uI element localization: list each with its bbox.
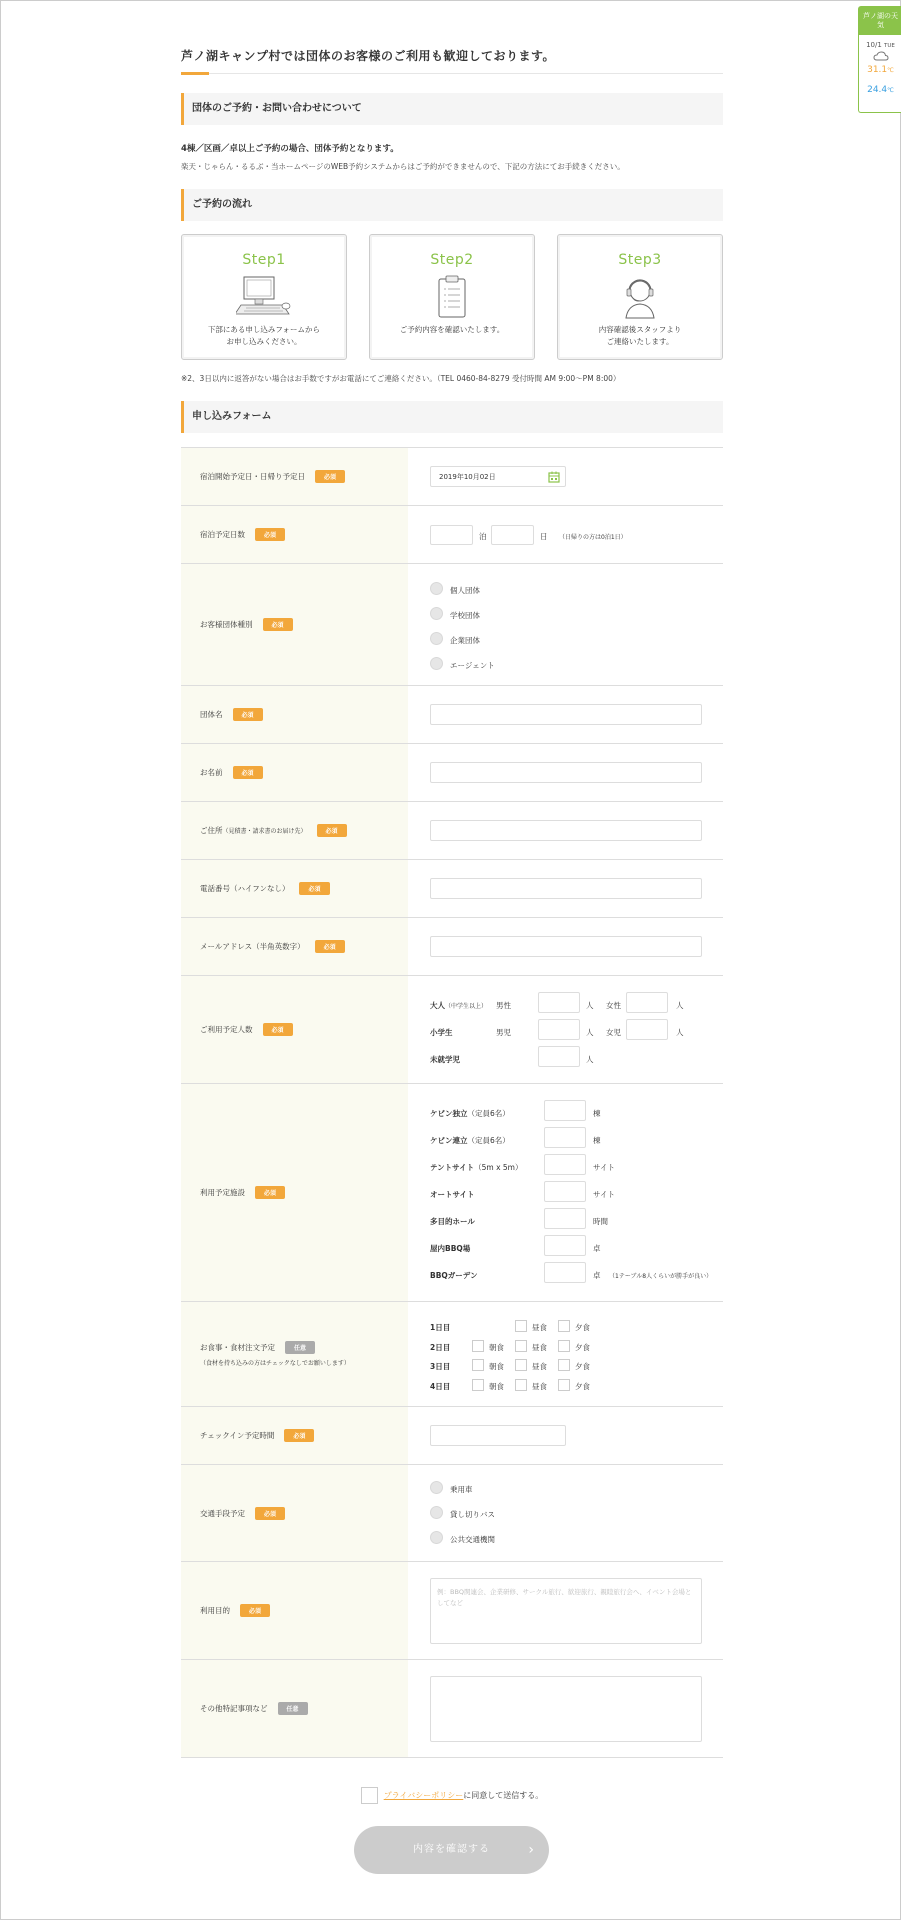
row-checkin-date bbox=[181, 448, 723, 506]
label-text: お食事・食材注文予定 bbox=[200, 1343, 275, 1352]
phone-input[interactable] bbox=[430, 878, 702, 899]
row-address bbox=[181, 802, 723, 860]
field-label bbox=[181, 744, 408, 801]
field-value bbox=[408, 976, 723, 1083]
people-infant-label: 未就学児 bbox=[430, 1055, 460, 1064]
field-label bbox=[181, 686, 408, 743]
label-sub: （見積書・請求書のお届け先） bbox=[222, 828, 307, 835]
field-value bbox=[408, 1407, 723, 1464]
radio-label: 個人団体 bbox=[450, 586, 480, 595]
step-text-line: 下部にある申し込みフォームから bbox=[207, 325, 321, 334]
required-badge: 必須 bbox=[255, 1507, 285, 1520]
label-text: ご住所 bbox=[200, 826, 223, 835]
required-badge: 必須 bbox=[284, 1429, 314, 1442]
facility-name: 多目的ホール bbox=[430, 1217, 475, 1226]
label-text: メールアドレス（半角英数字） bbox=[200, 942, 305, 951]
day2-dinner-checkbox[interactable] bbox=[558, 1340, 570, 1352]
label-text: 交通手段予定 bbox=[200, 1508, 245, 1518]
radio-company[interactable] bbox=[430, 632, 443, 645]
radio-charter-bus[interactable] bbox=[430, 1506, 443, 1519]
weather-date bbox=[859, 41, 901, 49]
unit-label: 人 bbox=[676, 1001, 684, 1010]
day2-lunch-checkbox[interactable] bbox=[515, 1340, 527, 1352]
field-value bbox=[408, 860, 723, 917]
day2-breakfast-checkbox[interactable] bbox=[472, 1340, 484, 1352]
required-badge: 必須 bbox=[299, 882, 329, 895]
row-facilities bbox=[181, 1084, 723, 1302]
unit-label: 人 bbox=[676, 1028, 684, 1037]
date-value: 2019年10月02日 bbox=[439, 473, 496, 481]
row-checkin-time bbox=[181, 1407, 723, 1465]
section-flow: ご予約の流れ bbox=[181, 189, 723, 221]
optional-badge: 任意 bbox=[285, 1341, 315, 1354]
step-text bbox=[558, 324, 722, 348]
section-inquiry: 団体のご予約・お問い合わせについて bbox=[181, 93, 723, 125]
step-text bbox=[370, 324, 534, 336]
lead-bold: 4棟／区画／卓以上ご予約の場合、団体予約となります。 bbox=[181, 144, 399, 154]
facility-sub: （定員6名） bbox=[467, 1109, 510, 1118]
field-value bbox=[408, 686, 723, 743]
unit-label: 人 bbox=[586, 1055, 594, 1064]
facility-input[interactable] bbox=[544, 1235, 586, 1256]
radio-individual[interactable] bbox=[430, 582, 443, 595]
privacy-agree bbox=[181, 1787, 723, 1804]
address-input[interactable] bbox=[430, 820, 702, 841]
facility-name bbox=[430, 1108, 510, 1119]
other-textarea[interactable] bbox=[430, 1676, 702, 1742]
boy-label: 男児 bbox=[496, 1028, 511, 1037]
field-label bbox=[181, 1660, 408, 1757]
row-name bbox=[181, 744, 723, 802]
required-badge: 必須 bbox=[240, 1604, 270, 1617]
weather-title: 芦ノ湖の天気 bbox=[859, 7, 901, 35]
field-value bbox=[408, 1562, 723, 1659]
privacy-checkbox[interactable] bbox=[361, 1787, 378, 1804]
row-nights bbox=[181, 506, 723, 564]
label-text: ご利用予定人数 bbox=[200, 1025, 253, 1034]
people-adult-sub: （中学生以上） bbox=[445, 1003, 488, 1010]
row-transport bbox=[181, 1465, 723, 1562]
step-title: Step2 bbox=[430, 252, 474, 268]
nights-input[interactable] bbox=[430, 525, 473, 545]
female-label: 女性 bbox=[606, 1001, 621, 1010]
email-input[interactable] bbox=[430, 936, 702, 957]
unit-label: 日 bbox=[540, 532, 548, 541]
field-label bbox=[181, 918, 408, 975]
meal-label: 夕食 bbox=[575, 1382, 590, 1391]
field-label bbox=[181, 860, 408, 917]
meal-label: 昼食 bbox=[532, 1362, 547, 1371]
weather-unit: ℃ bbox=[887, 67, 894, 74]
weather-high-value: 31.1 bbox=[867, 65, 888, 75]
field-value bbox=[408, 1660, 723, 1757]
radio-label: 乗用車 bbox=[450, 1485, 473, 1494]
days-input[interactable] bbox=[491, 525, 534, 545]
people-adult-label bbox=[430, 1000, 487, 1011]
lead-text: 楽天・じゃらん・るるぶ・当ホームページのWEB予約システムからはご予約ができませんので、下記の方法にてお手続きください。 bbox=[181, 162, 625, 171]
meal-label: 朝食 bbox=[489, 1343, 504, 1352]
radio-label: 学校団体 bbox=[450, 611, 480, 620]
field-label bbox=[181, 1407, 408, 1464]
meal-label: 夕食 bbox=[575, 1323, 590, 1332]
row-meals bbox=[181, 1302, 723, 1407]
row-email bbox=[181, 918, 723, 976]
step-text-line: 内容確認後スタッフより bbox=[598, 325, 682, 334]
section-form: 申し込みフォーム bbox=[181, 401, 723, 433]
bbq-hint: （1テーブル8人くらいが勝手が良い） bbox=[609, 1273, 713, 1280]
step-1 bbox=[181, 234, 347, 360]
weather-high bbox=[859, 65, 901, 75]
step-title: Step3 bbox=[618, 252, 662, 268]
group-name-input[interactable] bbox=[430, 704, 702, 725]
day-label: 3日目 bbox=[430, 1362, 451, 1371]
day1-lunch-checkbox[interactable] bbox=[515, 1320, 527, 1332]
field-value bbox=[408, 802, 723, 859]
facility-name bbox=[430, 1135, 510, 1146]
day-label: 1日目 bbox=[430, 1323, 451, 1332]
girl-label: 女児 bbox=[606, 1028, 621, 1037]
unit-label: サイト bbox=[593, 1190, 615, 1199]
steps bbox=[181, 234, 723, 360]
adult-male-input[interactable] bbox=[538, 992, 580, 1013]
label-text: お名前 bbox=[200, 768, 223, 777]
operator-icon bbox=[620, 274, 660, 320]
required-badge: 必須 bbox=[255, 528, 285, 541]
field-label bbox=[181, 448, 408, 505]
meal-label: 昼食 bbox=[532, 1343, 547, 1352]
field-value bbox=[408, 448, 723, 505]
required-badge: 必須 bbox=[233, 708, 263, 721]
page-title: 芦ノ湖キャンプ村では団体のお客様のご利用も歓迎しております。 bbox=[181, 47, 723, 74]
weather-dow: TUE bbox=[884, 43, 895, 49]
field-value bbox=[408, 564, 723, 685]
required-badge: 必須 bbox=[233, 766, 263, 779]
checkin-date-input[interactable] bbox=[430, 466, 566, 487]
label-text: チェックイン予定時間 bbox=[200, 1431, 275, 1440]
label-text: お客様団体種別 bbox=[200, 620, 253, 629]
unit-label: 卓 bbox=[593, 1244, 601, 1253]
unit-label: 棟 bbox=[593, 1136, 601, 1145]
unit-label: 卓 bbox=[593, 1271, 601, 1280]
row-phone bbox=[181, 860, 723, 918]
name-input[interactable] bbox=[430, 762, 702, 783]
contact-note: ※2、3日以内に返答がない場合はお手数ですがお電話にてご連絡ください。（TEL 0460-84-8279 受付時間 AM 9:00〜PM 8:00） bbox=[181, 374, 621, 383]
weather-low-value: 24.4 bbox=[867, 85, 888, 95]
meals-sub: （食材を持ち込みの方はチェックなしでお願いします） bbox=[200, 1360, 350, 1367]
computer-icon bbox=[236, 274, 292, 320]
calendar-icon[interactable] bbox=[548, 471, 560, 483]
child-boy-input[interactable] bbox=[538, 1019, 580, 1040]
child-girl-input[interactable] bbox=[626, 1019, 668, 1040]
label-text: 電話番号（ハイフンなし） bbox=[200, 884, 290, 893]
facility-input[interactable] bbox=[544, 1154, 586, 1175]
facility-name-text: ケビン連立 bbox=[430, 1136, 468, 1145]
weather-low bbox=[859, 85, 901, 95]
step-3 bbox=[557, 234, 723, 360]
required-badge: 必須 bbox=[263, 618, 293, 631]
required-badge: 必須 bbox=[263, 1023, 293, 1036]
field-label bbox=[181, 1084, 408, 1301]
field-value bbox=[408, 506, 723, 563]
radio-public-transport[interactable] bbox=[430, 1531, 443, 1544]
nights-hint: （日帰りの方は0泊1日） bbox=[559, 534, 627, 541]
step-title: Step1 bbox=[242, 252, 286, 268]
row-group-name bbox=[181, 686, 723, 744]
step-text-line: お申し込みください。 bbox=[226, 337, 302, 346]
required-badge: 必須 bbox=[317, 824, 347, 837]
unit-label: サイト bbox=[593, 1163, 615, 1172]
field-value bbox=[408, 1465, 723, 1561]
facility-name bbox=[430, 1162, 522, 1173]
label-text: 団体名 bbox=[200, 710, 223, 719]
agree-text: に同意して送信する。 bbox=[463, 1791, 544, 1800]
day-label: 4日目 bbox=[430, 1382, 451, 1391]
optional-badge: 任意 bbox=[278, 1702, 308, 1715]
field-label bbox=[181, 506, 408, 563]
facility-name: 屋内BBQ場 bbox=[430, 1244, 471, 1253]
radio-car[interactable] bbox=[430, 1481, 443, 1494]
meal-label: 昼食 bbox=[532, 1323, 547, 1332]
adult-female-input[interactable] bbox=[626, 992, 668, 1013]
row-people bbox=[181, 976, 723, 1084]
weather-widget[interactable] bbox=[858, 6, 901, 113]
label-text: 宿泊開始予定日・日帰り予定日 bbox=[200, 472, 305, 481]
facility-sub: （定員6名） bbox=[467, 1136, 510, 1145]
field-label bbox=[181, 976, 408, 1083]
step-text bbox=[182, 324, 346, 348]
privacy-policy-link[interactable]: プライバシーポリシー bbox=[383, 1791, 464, 1800]
unit-label: 人 bbox=[586, 1001, 594, 1010]
cloud-icon bbox=[873, 51, 889, 61]
meal-label: 昼食 bbox=[532, 1382, 547, 1391]
chevron-right-icon: › bbox=[528, 1842, 535, 1858]
day4-lunch-checkbox[interactable] bbox=[515, 1379, 527, 1391]
row-other bbox=[181, 1660, 723, 1758]
unit-label: 泊 bbox=[479, 532, 487, 541]
people-adult-text: 大人 bbox=[430, 1001, 445, 1010]
radio-label: 企業団体 bbox=[450, 636, 480, 645]
unit-label: 人 bbox=[586, 1028, 594, 1037]
radio-label: エージェント bbox=[450, 661, 495, 670]
meal-label: 朝食 bbox=[489, 1362, 504, 1371]
day3-dinner-checkbox[interactable] bbox=[558, 1359, 570, 1371]
confirm-button-label: 内容を確認する bbox=[413, 1844, 490, 1855]
facility-input[interactable] bbox=[544, 1100, 586, 1121]
day3-lunch-checkbox[interactable] bbox=[515, 1359, 527, 1371]
facility-name-text: ケビン独立 bbox=[430, 1109, 468, 1118]
step-text-line: ご予約内容を確認いたします。 bbox=[399, 325, 505, 334]
facility-input[interactable] bbox=[544, 1262, 586, 1283]
label-text: 宿泊予定日数 bbox=[200, 530, 245, 539]
radio-label: 貸し切りバス bbox=[450, 1510, 495, 1519]
field-label bbox=[181, 1465, 408, 1561]
field-label bbox=[181, 802, 408, 859]
required-badge: 必須 bbox=[315, 940, 345, 953]
day-label: 2日目 bbox=[430, 1343, 451, 1352]
meal-label: 朝食 bbox=[489, 1382, 504, 1391]
confirm-button[interactable] bbox=[354, 1826, 549, 1874]
field-label bbox=[181, 564, 408, 685]
step-text-line: ご連絡いたします。 bbox=[606, 337, 674, 346]
required-badge: 必須 bbox=[315, 470, 345, 483]
field-label bbox=[181, 1562, 408, 1659]
facility-input[interactable] bbox=[544, 1208, 586, 1229]
meal-label: 夕食 bbox=[575, 1362, 590, 1371]
field-value bbox=[408, 744, 723, 801]
radio-agent[interactable] bbox=[430, 657, 443, 670]
facility-name-text: テントサイト bbox=[430, 1163, 475, 1172]
radio-label: 公共交通機関 bbox=[450, 1535, 495, 1544]
weather-unit: ℃ bbox=[887, 87, 894, 94]
field-value bbox=[408, 1302, 723, 1406]
field-label bbox=[181, 1302, 408, 1406]
day4-dinner-checkbox[interactable] bbox=[558, 1379, 570, 1391]
label-text: 利用予定施設 bbox=[200, 1188, 245, 1197]
radio-school[interactable] bbox=[430, 607, 443, 620]
field-value bbox=[408, 1084, 723, 1301]
unit-label: 時間 bbox=[593, 1217, 608, 1226]
application-form bbox=[181, 447, 723, 1758]
unit-label: 棟 bbox=[593, 1109, 601, 1118]
male-label: 男性 bbox=[496, 1001, 511, 1010]
day3-breakfast-checkbox[interactable] bbox=[472, 1359, 484, 1371]
label-text: 利用目的 bbox=[200, 1606, 230, 1615]
facility-input[interactable] bbox=[544, 1181, 586, 1202]
day4-breakfast-checkbox[interactable] bbox=[472, 1379, 484, 1391]
clipboard-icon bbox=[432, 274, 472, 320]
facility-sub: （5m x 5m） bbox=[474, 1163, 523, 1172]
infant-input[interactable] bbox=[538, 1046, 580, 1067]
required-badge: 必須 bbox=[255, 1186, 285, 1199]
meal-label: 夕食 bbox=[575, 1343, 590, 1352]
meals-label-line bbox=[200, 1341, 315, 1354]
facility-name: BBQガーデン bbox=[430, 1271, 478, 1280]
row-group-type bbox=[181, 564, 723, 686]
day1-dinner-checkbox[interactable] bbox=[558, 1320, 570, 1332]
facility-name: オートサイト bbox=[430, 1190, 475, 1199]
checkin-time-select[interactable] bbox=[430, 1425, 566, 1446]
label-text: その他特記事項など bbox=[200, 1704, 268, 1713]
row-purpose bbox=[181, 1562, 723, 1660]
step-2 bbox=[369, 234, 535, 360]
weather-date-text: 10/1 bbox=[866, 41, 882, 49]
field-value bbox=[408, 918, 723, 975]
purpose-textarea[interactable] bbox=[430, 1578, 702, 1644]
facility-input[interactable] bbox=[544, 1127, 586, 1148]
people-child-label: 小学生 bbox=[430, 1028, 453, 1037]
